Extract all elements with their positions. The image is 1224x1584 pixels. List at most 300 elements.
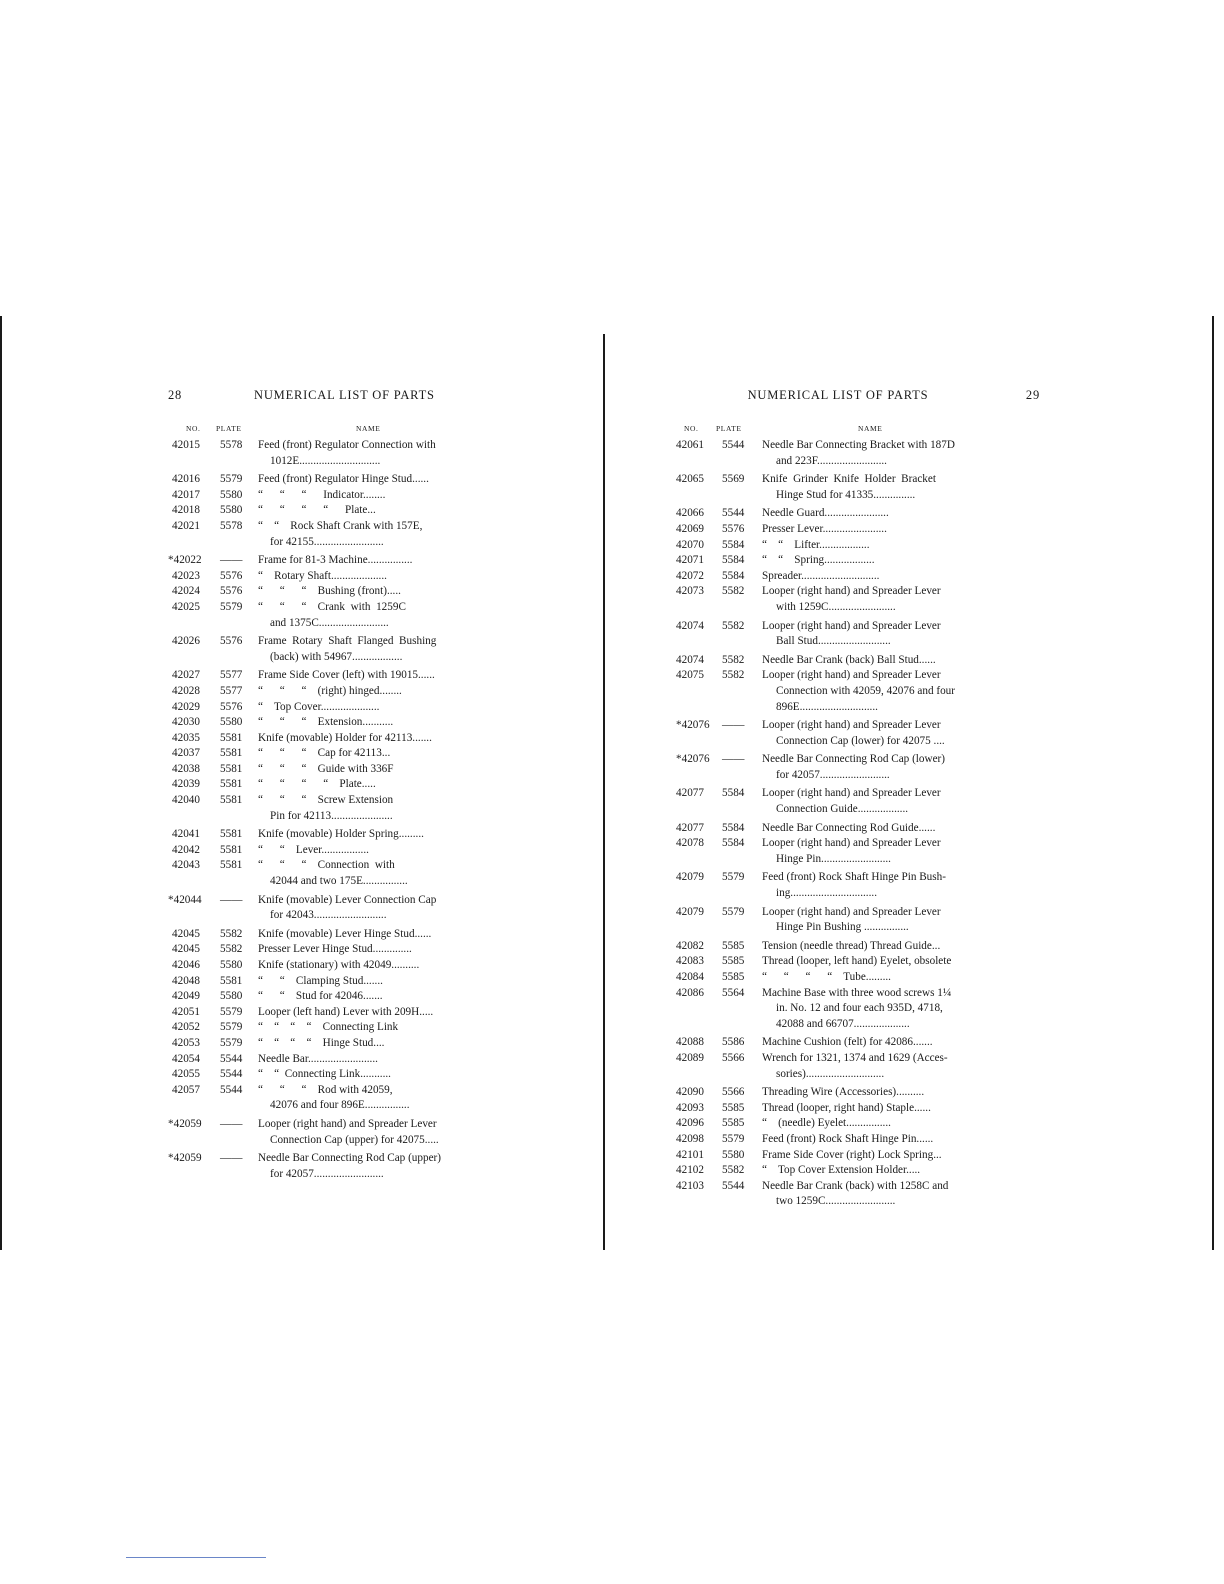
table-row bbox=[676, 970, 1040, 986]
part-name-continuation: Hinge Pin......................... bbox=[776, 852, 891, 865]
plate-number: 5585 bbox=[722, 939, 745, 952]
part-number: 42077 bbox=[676, 821, 704, 834]
part-name: Looper (right hand) and Spreader Lever bbox=[762, 719, 941, 732]
table-row bbox=[168, 472, 500, 488]
part-number: 42066 bbox=[676, 507, 704, 520]
table-row bbox=[676, 1148, 1040, 1164]
part-name-cell bbox=[762, 954, 1040, 970]
part-name: “ “ “ (right) hinged........ bbox=[258, 684, 402, 697]
plate-number: 5579 bbox=[220, 600, 243, 613]
table-row bbox=[168, 793, 500, 824]
part-name-cell bbox=[762, 569, 1040, 585]
part-number: 42045 bbox=[172, 927, 200, 940]
table-row bbox=[676, 538, 1040, 554]
table-row bbox=[676, 905, 1040, 936]
part-name: “ “ Lifter.................. bbox=[762, 538, 870, 551]
page-title: NUMERICAL LIST OF PARTS bbox=[254, 388, 435, 402]
plate-number: 5582 bbox=[220, 927, 243, 940]
part-name-cell bbox=[258, 700, 500, 716]
part-name-continuation: and 223F......................... bbox=[776, 454, 887, 467]
plate-number: 5576 bbox=[220, 569, 243, 582]
plate-number: 5579 bbox=[722, 1132, 745, 1145]
plate-number: 5586 bbox=[722, 1036, 745, 1049]
part-number: 42023 bbox=[172, 569, 200, 582]
part-name: Knife Grinder Knife Holder Bracket bbox=[762, 473, 936, 486]
part-name-cell bbox=[258, 731, 500, 747]
plate-number: —— bbox=[220, 554, 243, 567]
table-row bbox=[676, 1035, 1040, 1051]
part-name-cell bbox=[762, 905, 1040, 936]
part-name: Feed (front) Rock Shaft Hinge Pin...... bbox=[762, 1132, 934, 1145]
part-name-cell bbox=[258, 958, 500, 974]
table-row bbox=[676, 870, 1040, 901]
bottom-rule bbox=[126, 1557, 266, 1558]
part-name: Frame for 81-3 Machine................ bbox=[258, 554, 413, 567]
part-name-continuation: ing............................... bbox=[776, 887, 877, 900]
part-name: “ “ Spring.................. bbox=[762, 554, 875, 567]
part-name: Looper (right hand) and Spreader Lever bbox=[762, 787, 941, 800]
part-number: 42017 bbox=[172, 488, 200, 501]
part-name: Feed (front) Regulator Connection with bbox=[258, 439, 436, 451]
plate-number: 5582 bbox=[722, 653, 745, 666]
column-header-plate: PLATE bbox=[716, 424, 742, 433]
part-name: “ “ “ Screw Extension bbox=[258, 794, 394, 807]
part-name-cell bbox=[762, 653, 1040, 669]
table-row bbox=[676, 668, 1040, 715]
part-name-cell bbox=[258, 584, 500, 600]
part-name-cell bbox=[258, 793, 500, 824]
part-name-cell bbox=[258, 746, 500, 762]
part-name-cell bbox=[258, 519, 500, 550]
plate-number: 5582 bbox=[722, 619, 745, 632]
column-header-plate: PLATE bbox=[216, 424, 242, 433]
part-number: 42035 bbox=[172, 731, 200, 744]
table-row bbox=[168, 488, 500, 504]
part-name: Needle Bar Crank (back) Ball Stud...... bbox=[762, 653, 936, 666]
plate-number: —— bbox=[722, 719, 745, 732]
part-name-cell bbox=[258, 858, 500, 889]
part-name-cell bbox=[762, 1132, 1040, 1148]
plate-number: 5577 bbox=[220, 684, 243, 697]
table-row bbox=[168, 843, 500, 859]
table-row bbox=[676, 522, 1040, 538]
plate-number: 5579 bbox=[722, 905, 745, 918]
part-name-cell bbox=[258, 1151, 500, 1182]
table-row bbox=[168, 684, 500, 700]
part-number: 42101 bbox=[676, 1148, 704, 1161]
table-row bbox=[168, 1020, 500, 1036]
plate-number: 5576 bbox=[220, 585, 243, 598]
part-name: “ “ “ “ Hinge Stud.... bbox=[258, 1036, 385, 1049]
part-name: Threading Wire (Accessories).......... bbox=[762, 1086, 925, 1099]
plate-number: 5585 bbox=[722, 971, 745, 983]
plate-number: 5579 bbox=[722, 871, 745, 884]
part-number: 42030 bbox=[172, 716, 200, 729]
plate-number: 5580 bbox=[220, 990, 243, 1003]
part-name-continuation: Pin for 42113...................... bbox=[270, 809, 393, 822]
part-name: “ Top Cover..................... bbox=[258, 700, 380, 713]
part-name: Thread (looper, left hand) Eyelet, obsolete bbox=[762, 955, 952, 968]
table-row bbox=[168, 1067, 500, 1083]
part-number: 42040 bbox=[172, 794, 200, 807]
part-number: 42039 bbox=[172, 778, 200, 791]
column-headers bbox=[168, 424, 500, 438]
part-number: 42061 bbox=[676, 439, 704, 451]
table-row bbox=[676, 939, 1040, 955]
part-name-cell bbox=[762, 584, 1040, 615]
part-name: “ “ “ “ Plate..... bbox=[258, 778, 376, 791]
part-name-cell bbox=[762, 506, 1040, 522]
column-header-name: NAME bbox=[356, 424, 381, 433]
part-name-continuation: Hinge Stud for 41335............... bbox=[776, 488, 916, 501]
part-name-cell bbox=[762, 472, 1040, 503]
part-name: Looper (right hand) and Spreader Lever bbox=[762, 619, 941, 632]
part-name-cell bbox=[762, 538, 1040, 554]
part-number: 42054 bbox=[172, 1052, 200, 1065]
part-name: “ “ Rock Shaft Crank with 157E, bbox=[258, 519, 423, 532]
part-name: Needle Bar Crank (back) with 1258C and bbox=[762, 1179, 949, 1192]
part-name: Looper (right hand) and Spreader Lever bbox=[762, 905, 941, 918]
table-row bbox=[676, 438, 1040, 469]
part-name: Knife (movable) Holder for 42113....... bbox=[258, 731, 432, 744]
table-row bbox=[168, 942, 500, 958]
plate-number: 5579 bbox=[220, 1021, 243, 1034]
part-number: *42022 bbox=[168, 554, 202, 567]
table-row bbox=[168, 634, 500, 665]
table-row bbox=[168, 1036, 500, 1052]
part-number: 42090 bbox=[676, 1086, 704, 1099]
part-name: “ “ “ Bushing (front)..... bbox=[258, 585, 401, 598]
part-name-cell bbox=[258, 438, 500, 469]
part-name-continuation: 42076 and four 896E................ bbox=[270, 1099, 410, 1112]
plate-number: 5584 bbox=[722, 787, 745, 800]
part-name: Spreader............................ bbox=[762, 569, 880, 582]
table-row bbox=[676, 619, 1040, 650]
table-row bbox=[168, 1005, 500, 1021]
part-number: 42082 bbox=[676, 939, 704, 952]
plate-number: 5580 bbox=[220, 488, 243, 501]
table-row bbox=[676, 569, 1040, 585]
part-name-cell bbox=[258, 1067, 500, 1083]
part-name-cell bbox=[762, 1101, 1040, 1117]
table-row bbox=[168, 584, 500, 600]
part-name-cell bbox=[258, 777, 500, 793]
plate-number: 5585 bbox=[722, 955, 745, 968]
plate-number: 5581 bbox=[220, 974, 243, 987]
column-header-no: NO. bbox=[186, 424, 201, 433]
table-row bbox=[168, 731, 500, 747]
plate-number: 5576 bbox=[220, 700, 243, 713]
table-row bbox=[676, 1163, 1040, 1179]
table-row bbox=[168, 974, 500, 990]
part-name-cell bbox=[258, 942, 500, 958]
part-number: 42057 bbox=[172, 1083, 200, 1096]
part-name-cell bbox=[762, 718, 1040, 749]
part-number: 42074 bbox=[676, 653, 704, 666]
part-number: 42041 bbox=[172, 828, 200, 841]
part-name: Looper (left hand) Lever with 209H..... bbox=[258, 1005, 434, 1018]
plate-number: 5544 bbox=[722, 507, 745, 520]
column-headers bbox=[676, 424, 1040, 438]
plate-number: 5569 bbox=[722, 473, 745, 486]
plate-number: 5578 bbox=[220, 519, 243, 532]
plate-number: 5581 bbox=[220, 762, 243, 775]
part-number: 42078 bbox=[676, 837, 704, 850]
plate-number: 5584 bbox=[722, 837, 745, 850]
table-row bbox=[676, 986, 1040, 1033]
part-name-continuation: 42044 and two 175E................ bbox=[270, 875, 408, 888]
part-name-cell bbox=[762, 870, 1040, 901]
part-name-cell bbox=[258, 600, 500, 631]
plate-number: 5581 bbox=[220, 794, 243, 807]
part-name-continuation: (back) with 54967.................. bbox=[270, 650, 403, 663]
plate-number: 5582 bbox=[722, 1164, 745, 1177]
part-name-cell bbox=[762, 1051, 1040, 1082]
part-number: 42028 bbox=[172, 684, 200, 697]
plate-number: 5584 bbox=[722, 554, 745, 567]
part-name-cell bbox=[258, 668, 500, 684]
part-number: 42055 bbox=[172, 1068, 200, 1081]
parts-list bbox=[676, 438, 1040, 1210]
part-name-cell bbox=[258, 1052, 500, 1068]
part-name-cell bbox=[258, 927, 500, 943]
part-number: 42024 bbox=[172, 585, 200, 598]
part-number: 42051 bbox=[172, 1005, 200, 1018]
part-name: Looper (right hand) and Spreader Lever bbox=[762, 837, 941, 850]
table-row bbox=[168, 700, 500, 716]
table-row bbox=[168, 503, 500, 519]
table-row bbox=[168, 827, 500, 843]
table-row bbox=[168, 519, 500, 550]
page-number: 28 bbox=[168, 388, 183, 402]
part-number: 42103 bbox=[676, 1179, 704, 1192]
part-number: 42043 bbox=[172, 859, 200, 872]
plate-number: 5582 bbox=[220, 943, 243, 956]
table-row bbox=[168, 668, 500, 684]
part-name-continuation: for 42057......................... bbox=[776, 768, 890, 781]
part-name: Feed (front) Rock Shaft Hinge Pin Bush- bbox=[762, 871, 946, 884]
part-name: Looper (right hand) and Spreader Lever bbox=[762, 585, 941, 598]
plate-number: 5566 bbox=[722, 1051, 745, 1064]
plate-number: 5579 bbox=[220, 1036, 243, 1049]
part-name-cell bbox=[258, 1117, 500, 1148]
part-name-cell bbox=[762, 970, 1040, 986]
table-row bbox=[676, 506, 1040, 522]
part-name: Looper (right hand) and Spreader Lever bbox=[258, 1117, 437, 1130]
table-row bbox=[168, 1083, 500, 1114]
part-name: Needle Bar Connecting Rod Cap (lower) bbox=[762, 753, 945, 766]
part-number: 42089 bbox=[676, 1051, 704, 1064]
part-name: “ “ “ Rod with 42059, bbox=[258, 1083, 393, 1096]
part-name: “ “ “ Cap for 42113... bbox=[258, 747, 391, 760]
part-number: 42029 bbox=[172, 700, 200, 713]
part-number: 42083 bbox=[676, 955, 704, 968]
part-name-cell bbox=[258, 715, 500, 731]
part-name: Feed (front) Regulator Hinge Stud...... bbox=[258, 473, 429, 486]
plate-number: —— bbox=[220, 1117, 243, 1130]
table-row bbox=[168, 777, 500, 793]
part-number: 42088 bbox=[676, 1036, 704, 1049]
plate-number: 5581 bbox=[220, 843, 243, 856]
plate-number: 5544 bbox=[220, 1068, 243, 1081]
part-name-cell bbox=[762, 1148, 1040, 1164]
part-name: Tension (needle thread) Thread Guide... bbox=[762, 939, 941, 952]
table-row bbox=[676, 1051, 1040, 1082]
part-name: Needle Bar......................... bbox=[258, 1052, 378, 1065]
plate-number: 5576 bbox=[722, 522, 745, 535]
part-number: 42027 bbox=[172, 669, 200, 682]
part-number: 42025 bbox=[172, 600, 200, 613]
part-name-cell bbox=[258, 989, 500, 1005]
part-name-cell bbox=[762, 836, 1040, 867]
parts-list bbox=[168, 438, 500, 1182]
part-name: Frame Side Cover (right) Lock Spring... bbox=[762, 1148, 942, 1161]
table-row bbox=[676, 584, 1040, 615]
part-name-cell bbox=[762, 1116, 1040, 1132]
table-row bbox=[676, 1101, 1040, 1117]
plate-number: 5580 bbox=[220, 504, 243, 517]
part-name: Machine Base with three wood screws 1¼ bbox=[762, 986, 952, 999]
part-name: Needle Guard....................... bbox=[762, 507, 889, 520]
part-number: 42042 bbox=[172, 843, 200, 856]
part-name: Wrench for 1321, 1374 and 1629 (Acces- bbox=[762, 1051, 948, 1064]
part-name: Thread (looper, right hand) Staple...... bbox=[762, 1101, 931, 1114]
part-name-cell bbox=[762, 438, 1040, 469]
table-row bbox=[168, 1151, 500, 1182]
part-number: 42079 bbox=[676, 871, 704, 884]
column-header-no: NO. bbox=[684, 424, 699, 433]
part-name: “ (needle) Eyelet................ bbox=[762, 1117, 891, 1130]
part-number: 42073 bbox=[676, 585, 704, 598]
part-number: 42077 bbox=[676, 787, 704, 800]
plate-number: —— bbox=[220, 1152, 243, 1165]
plate-number: 5577 bbox=[220, 669, 243, 682]
part-name-cell bbox=[762, 786, 1040, 817]
part-name-continuation: for 42155......................... bbox=[270, 535, 384, 548]
plate-number: 5585 bbox=[722, 1117, 745, 1130]
part-name: “ “ Connecting Link........... bbox=[258, 1068, 391, 1081]
binding-line bbox=[603, 334, 605, 1250]
part-number: 42072 bbox=[676, 569, 704, 582]
part-name-cell bbox=[762, 553, 1040, 569]
part-name-continuation: Hinge Pin Bushing ................ bbox=[776, 921, 909, 934]
page-header bbox=[168, 388, 500, 408]
part-number: 42053 bbox=[172, 1036, 200, 1049]
part-name-continuation: with 1259C........................ bbox=[776, 600, 896, 613]
part-name-cell bbox=[258, 827, 500, 843]
table-row bbox=[168, 438, 500, 469]
part-number: *42044 bbox=[168, 893, 202, 906]
table-row bbox=[168, 989, 500, 1005]
part-number: 42075 bbox=[676, 669, 704, 682]
plate-number: 5584 bbox=[722, 538, 745, 551]
part-name-cell bbox=[762, 986, 1040, 1033]
part-name: “ Top Cover Extension Holder..... bbox=[762, 1164, 921, 1177]
part-name: “ “ Clamping Stud....... bbox=[258, 974, 383, 987]
part-name: Needle Bar Connecting Rod Cap (upper) bbox=[258, 1152, 441, 1165]
plate-number: 5576 bbox=[220, 635, 243, 648]
plate-number: 5544 bbox=[722, 1179, 745, 1192]
part-number: *42076 bbox=[676, 719, 710, 732]
part-name: “ “ “ Indicator........ bbox=[258, 488, 386, 501]
part-name-cell bbox=[258, 974, 500, 990]
part-name: Machine Cushion (felt) for 42086....... bbox=[762, 1036, 933, 1049]
part-name: Presser Lever....................... bbox=[762, 522, 887, 535]
part-name: “ “ “ Guide with 336F bbox=[258, 762, 394, 775]
page-title: NUMERICAL LIST OF PARTS bbox=[747, 388, 929, 402]
part-name: Frame Rotary Shaft Flanged Bushing bbox=[258, 635, 437, 648]
part-name-continuation: Ball Stud.......................... bbox=[776, 635, 891, 648]
part-name: “ “ “ “ Connecting Link bbox=[258, 1021, 399, 1034]
table-row bbox=[168, 927, 500, 943]
right-page bbox=[676, 388, 1040, 1210]
part-name: Knife (movable) Lever Connection Cap bbox=[258, 893, 437, 906]
plate-number: 5584 bbox=[722, 821, 745, 834]
table-row bbox=[676, 954, 1040, 970]
part-name-cell bbox=[258, 569, 500, 585]
plate-number: 5581 bbox=[220, 731, 243, 744]
part-number: 42084 bbox=[676, 971, 704, 983]
part-name: “ “ “ Crank with 1259C bbox=[258, 600, 406, 613]
part-number: 42079 bbox=[676, 905, 704, 918]
part-name-continuation: in. No. 12 and four each 935D, 4718, 42088 and 66707.................... bbox=[776, 1002, 943, 1030]
plate-number: 5585 bbox=[722, 1101, 745, 1114]
part-name-cell bbox=[258, 762, 500, 778]
part-number: 42018 bbox=[172, 504, 200, 517]
plate-number: 5580 bbox=[722, 1148, 745, 1161]
table-row bbox=[168, 746, 500, 762]
part-number: 42074 bbox=[676, 619, 704, 632]
part-name-cell bbox=[762, 752, 1040, 783]
table-row bbox=[676, 752, 1040, 783]
part-number: 42069 bbox=[676, 522, 704, 535]
part-name-cell bbox=[762, 522, 1040, 538]
part-name-cell bbox=[762, 1179, 1040, 1210]
part-number: 42048 bbox=[172, 974, 200, 987]
table-row bbox=[676, 653, 1040, 669]
plate-number: 5578 bbox=[220, 439, 243, 451]
part-name-continuation: for 42057......................... bbox=[270, 1167, 384, 1180]
column-header-name: NAME bbox=[858, 424, 883, 433]
part-name-cell bbox=[258, 893, 500, 924]
part-name-cell bbox=[762, 821, 1040, 837]
plate-number: 5581 bbox=[220, 747, 243, 760]
part-name-continuation: Connection Guide.................. bbox=[776, 803, 909, 816]
table-row bbox=[168, 553, 500, 569]
table-row bbox=[168, 569, 500, 585]
part-number: 42052 bbox=[172, 1021, 200, 1034]
part-name: “ Rotary Shaft.................... bbox=[258, 569, 387, 582]
page-number: 29 bbox=[1025, 388, 1040, 402]
part-name-cell bbox=[258, 843, 500, 859]
part-name: “ “ Stud for 42046....... bbox=[258, 990, 383, 1003]
table-row bbox=[676, 1132, 1040, 1148]
part-name: “ “ Lever................. bbox=[258, 843, 369, 856]
part-name: Knife (movable) Holder Spring......... bbox=[258, 828, 424, 841]
table-row bbox=[168, 893, 500, 924]
plate-number: 5544 bbox=[722, 439, 745, 451]
part-number: 42096 bbox=[676, 1117, 704, 1130]
right-page-edge bbox=[1212, 316, 1214, 1250]
table-row bbox=[168, 715, 500, 731]
part-name: Frame Side Cover (left) with 19015...... bbox=[258, 669, 435, 682]
part-name-cell bbox=[258, 472, 500, 488]
part-name-continuation: for 42043.......................... bbox=[270, 909, 387, 922]
part-name: “ “ “ “ Plate... bbox=[258, 504, 376, 517]
part-name-cell bbox=[258, 1020, 500, 1036]
part-name-cell bbox=[258, 634, 500, 665]
table-row bbox=[676, 1179, 1040, 1210]
